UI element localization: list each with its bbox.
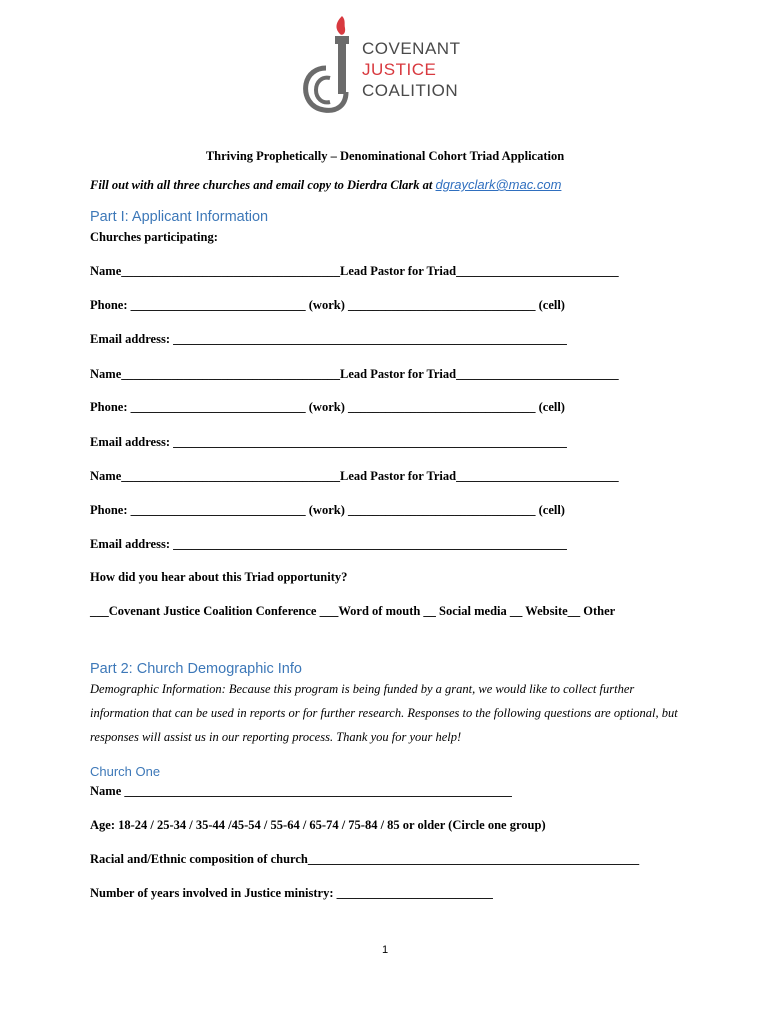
church-one-heading: Church One	[90, 764, 161, 779]
hear-about-question: How did you hear about this Triad opportunity?	[90, 570, 348, 584]
age-group-field[interactable]: Age: 18-24 / 25-34 / 35-44 /45-54 / 55-64 / 65-74 / 75-84 / 85 or older (Circle one group)	[90, 818, 546, 832]
contact-email-link[interactable]: dgrayclark@mac.com	[435, 177, 562, 192]
church2-phone-field[interactable]: Phone: ____________________________ (work) ______________________________ (cell)	[90, 400, 565, 414]
torch-logo-mark	[300, 14, 360, 114]
years-justice-ministry-field[interactable]: Number of years involved in Justice ministry: _________________________	[90, 886, 493, 900]
logo-wordmark	[362, 38, 460, 101]
church3-phone-field[interactable]: Phone: ____________________________ (work) ______________________________ (cell)	[90, 503, 565, 517]
page-number: 1	[381, 944, 389, 956]
demographic-note: Demographic Information: Because this program is being funded by a grant, we would like to collect further information that can be used in reports or for further research. Responses to the following questions are optional, but responses will assist us in our reporting process. Thank you for your help!	[90, 682, 678, 744]
logo-line-covenant: COVENANT	[362, 39, 461, 58]
organization-logo	[300, 14, 480, 114]
logo-line-justice: JUSTICE	[362, 60, 437, 79]
churches-participating-label: Churches participating:	[90, 230, 218, 244]
racial-ethnic-field[interactable]: Racial and/Ethnic composition of church_____________________________________________________	[90, 852, 640, 866]
church2-email-field[interactable]: Email address: _______________________________________________________________	[90, 435, 567, 449]
church1-email-field[interactable]: Email address: _______________________________________________________________	[90, 332, 567, 346]
church3-name-pastor-field[interactable]: Name___________________________________Lead Pastor for Triad__________________________	[90, 469, 619, 483]
part1-heading: Part I: Applicant Information	[90, 209, 269, 225]
intro-text: Fill out with all three churches and email copy to Dierdra Clark at	[90, 178, 436, 192]
church2-name-pastor-field[interactable]: Name___________________________________Lead Pastor for Triad__________________________	[90, 367, 619, 381]
church-one-name-field[interactable]: Name ______________________________________________________________	[90, 784, 512, 798]
church1-phone-field[interactable]: Phone: ____________________________ (work) ______________________________ (cell)	[90, 298, 565, 312]
intro-instructions	[90, 177, 561, 193]
church1-name-pastor-field[interactable]: Name___________________________________Lead Pastor for Triad__________________________	[90, 264, 619, 278]
hear-about-options[interactable]: ___Covenant Justice Coalition Conference ___Word of mouth __ Social media __ Website__ Other	[90, 604, 616, 618]
church3-email-field[interactable]: Email address: _______________________________________________________________	[90, 537, 567, 551]
logo-line-coalition: COALITION	[362, 81, 459, 100]
document-title: Thriving Prophetically – Denominational Cohort Triad Application	[205, 149, 565, 163]
part2-heading: Part 2: Church Demographic Info	[90, 661, 302, 677]
